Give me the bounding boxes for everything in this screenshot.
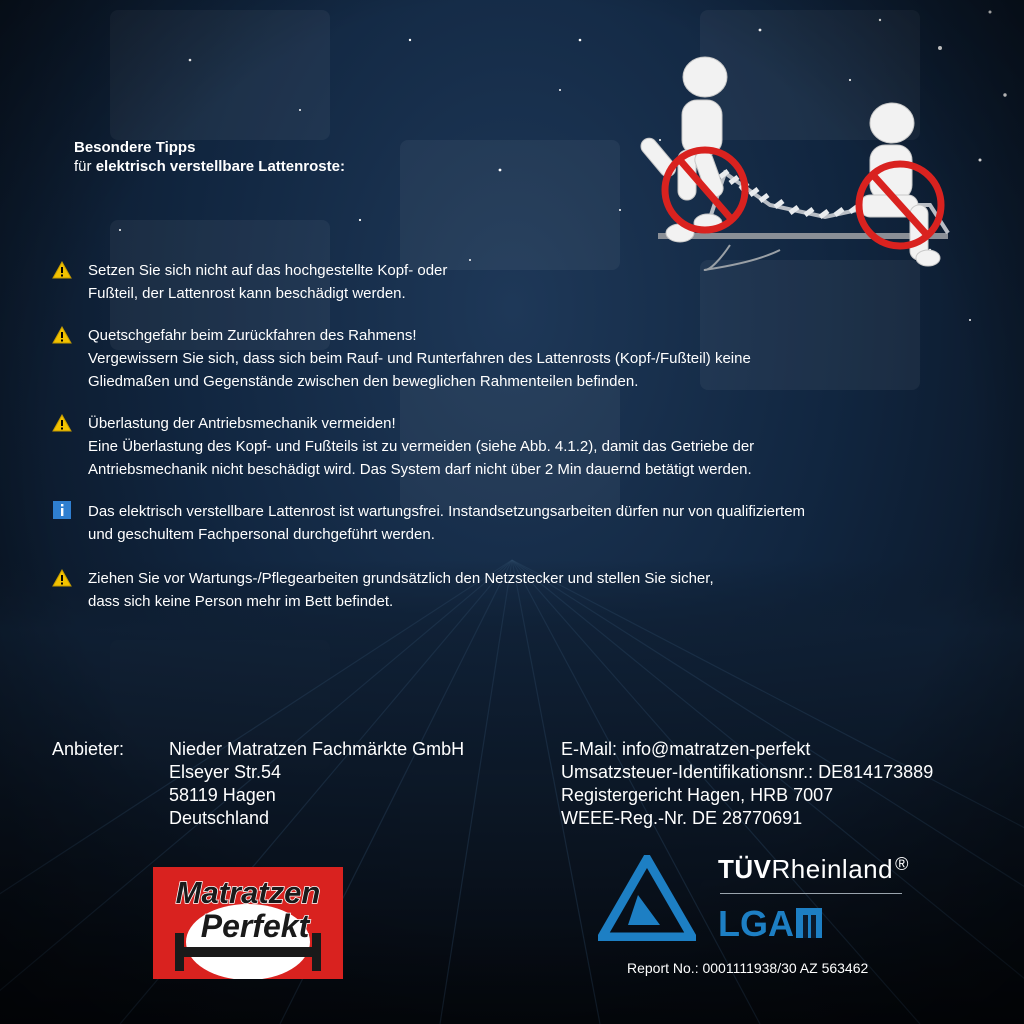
- note-line: Eine Überlastung des Kopf- und Fußteils ist zu vermeiden (siehe Abb. 4.1.2), damit das Getriebe der: [88, 438, 755, 455]
- tuv-rheinland-wordmark: TÜVRheinland ®: [718, 854, 909, 884]
- note-line: Ziehen Sie vor Wartungs-/Pflegearbeiten grundsätzlich den Netzstecker und stellen Sie sicher,: [88, 570, 714, 587]
- address-line: 58119 Hagen: [169, 785, 276, 805]
- legal-weee: WEEE-Reg.-Nr. DE 28770691: [561, 808, 803, 828]
- brand-logo-line2: Perfekt: [200, 908, 310, 944]
- address-line: Elseyer Str.54: [169, 762, 282, 782]
- tuv-triangle-logo: [598, 855, 696, 941]
- tips-heading: [74, 138, 345, 176]
- provider-label: Anbieter:: [52, 739, 125, 759]
- brand-logo: [153, 867, 343, 979]
- tips-heading-subtitle: für elektrisch verstellbare Lattenroste:: [74, 158, 345, 175]
- note-line: Das elektrisch verstellbare Lattenrost ist wartungsfrei. Instandsetzungsarbeiten dürfen nur von qualifiziertem: [88, 503, 806, 520]
- legal-register: Registergericht Hagen, HRB 7007: [561, 785, 834, 805]
- legal-vat-id: Umsatzsteuer-Identifikationsnr.: DE814173889: [561, 762, 934, 782]
- note-line: Setzen Sie sich nicht auf das hochgestellte Kopf- oder: [88, 262, 448, 279]
- report-number: Report No.: 0001111938/30 AZ 563462: [627, 960, 869, 976]
- brand-logo-line1: Matratzen: [175, 875, 321, 910]
- note-line: Gliedmaßen und Gegenstände zwischen den beweglichen Rahmenteilen befinden.: [88, 373, 639, 390]
- note-line: Quetschgefahr beim Zurückfahren des Rahmens!: [88, 327, 417, 344]
- note-line: dass sich keine Person mehr im Bett befindet.: [88, 593, 394, 610]
- provider-legal: [561, 738, 933, 830]
- address-line: Nieder Matratzen Fachmärkte GmbH: [169, 739, 465, 759]
- provider-address: [169, 738, 464, 830]
- warning-icon: [52, 414, 72, 432]
- lga-wordmark: LGA: [718, 903, 794, 943]
- note-line: Überlastung der Antriebsmechanik vermeiden!: [88, 415, 396, 432]
- info-icon: [52, 500, 72, 520]
- note-line: und geschultem Fachpersonal durchgeführt werden.: [88, 526, 435, 543]
- figure-right: [860, 103, 940, 266]
- lga-logo: [718, 903, 828, 943]
- tips-heading-title: Besondere Tipps: [74, 139, 196, 156]
- note-line: Antriebsmechanik nicht beschädigt wird. Das System darf nicht über 2 Min dauernd betätigt werden.: [88, 461, 752, 478]
- legal-email: E-Mail: info@matratzen-perfekt: [561, 739, 811, 759]
- bed-illustration: [630, 55, 960, 280]
- warning-icon: [52, 261, 72, 279]
- tuv-divider: [720, 893, 902, 894]
- warning-icon: [52, 326, 72, 344]
- warning-icon: [52, 569, 72, 587]
- note-line: Vergewissern Sie sich, dass sich beim Rauf- und Runterfahren des Lattenrosts (Kopf-/Fußteil) keine: [88, 350, 751, 367]
- address-line: Deutschland: [169, 808, 270, 828]
- note-line: Fußteil, der Lattenrost kann beschädigt werden.: [88, 285, 406, 302]
